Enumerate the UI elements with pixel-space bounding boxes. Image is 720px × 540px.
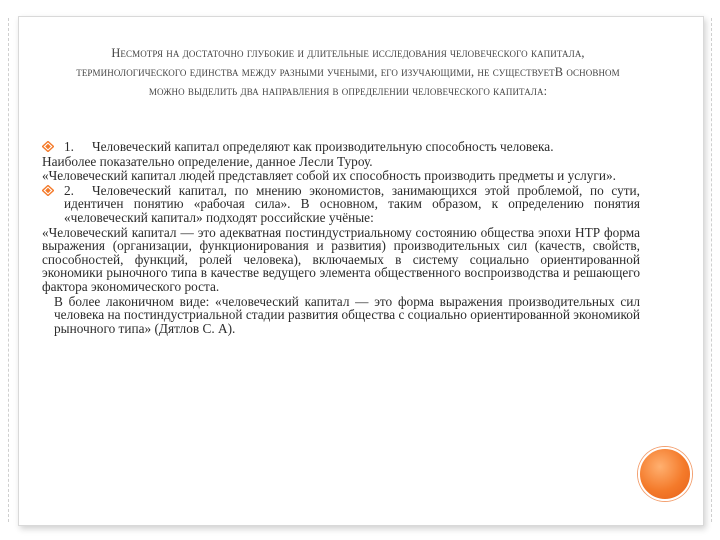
slide-body xyxy=(42,140,640,336)
orange-circle-icon xyxy=(638,447,692,501)
quote-paragraph: «Человеческий капитал — это адекватная постиндустриальному состоянию общества эпохи НТР форма выражения (организации, функционирования и развития) производительных сил (качеств, свойств, способностей, функций, ролей человека), включаемых в систему социально ориентированной экономики рыночного типа в качестве ведущего элемента общественного воспроизводства и решающего фактора экономического роста. xyxy=(42,224,640,294)
quote-paragraph: «Человеческий капитал людей представляет собой их способность производить предметы и услуги». xyxy=(42,168,616,184)
left-stitch-border xyxy=(8,18,9,522)
item-number: 2. xyxy=(64,182,74,198)
paragraph: В более лаконичном виде: «человеческий капитал — это форма выражения производительных сил человека на постиндустриальной стадии развития общества с социально ориентированной экономикой рыночного типа» (Дятлов С. А). xyxy=(54,293,640,336)
right-stitch-border xyxy=(711,18,712,522)
item-text: Человеческий капитал определяют как производительную способность человека. xyxy=(92,139,554,154)
slide-title: Несмотря на достаточно глубокие и длительные исследования человеческого капитала, терминологического единства между разными учеными, его изучающими, не существуетВ основном можно выделить два направления в определении человеческого капитала: xyxy=(76,46,620,98)
list-item xyxy=(42,140,640,154)
four-petal-diamond-icon xyxy=(42,185,54,196)
item-number: 1. xyxy=(64,139,74,154)
list-item xyxy=(42,184,640,225)
item-text: Человеческий капитал, по мнению экономистов, занимающихся этой проблемой, по сути, идентичен понятию «рабочая сила». В основном, таким образом, к определению понятия «человеческий капитал» подходят российские учёные: xyxy=(64,182,640,225)
paragraph: Наиболее показательно определение, данное Лесли Туроу. xyxy=(42,153,373,169)
four-petal-diamond-icon xyxy=(42,141,54,152)
